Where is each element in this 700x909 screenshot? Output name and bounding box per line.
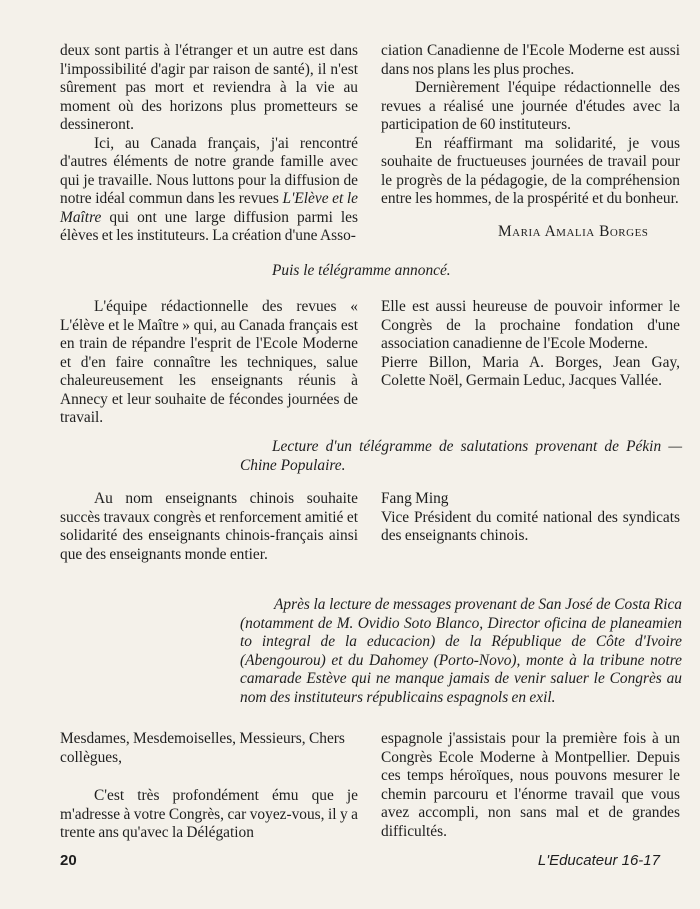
telegram2-left-column	[60, 490, 358, 564]
speech-left-column	[60, 730, 358, 843]
paragraph: espagnole j'assistais pour la première fois à un Congrès Ecole Moderne à Montpellier. Depuis ces temps héroïques, nous pouvons mesurer le chemin parcouru et l'énorme travail que vous avez accompli, non sans mal et de grandes difficultés.	[381, 730, 680, 840]
section-heading	[240, 438, 682, 475]
paragraph: C'est très profondément ému que je m'adresse à votre Congrès, car voyez-vous, il y a trente ans qu'avec la Délégation	[60, 787, 358, 841]
intro-paragraph	[240, 596, 682, 707]
telegram1-left-column	[60, 298, 358, 428]
text-run: Ici, au Canada français, j'ai rencontré d'autres éléments de notre grande famille avec qui je travaille. Nous luttons pour la diffusion de notre idéal commun dans les revues	[60, 134, 358, 207]
signatories: Pierre Billon, Maria A. Borges, Jean Gay, Colette Noël, Germain Leduc, Jacques Vallée.	[381, 353, 680, 389]
speech-right-column	[381, 730, 680, 841]
section-heading: Puis le télégramme annoncé.	[272, 262, 451, 279]
top-left-column	[60, 42, 358, 246]
paragraph: Au nom enseignants chinois souhaite succès travaux congrès et renforcement amitié et solidarité des enseignants chinois-français ainsi que des enseignants monde entier.	[60, 490, 358, 563]
paragraph	[60, 135, 358, 246]
signature: Maria Amalia Borges	[498, 223, 649, 240]
journal-title: L'Elève et le Maître	[60, 190, 358, 226]
page-number: 20	[60, 852, 77, 869]
heading-text: Lecture d'un télégramme de salutations provenant de Pékin — Chine Populaire.	[240, 438, 682, 474]
paragraph: Dernièrement l'équipe rédactionnelle des revues a réalisé une journée d'études avec la participation de 60 instituteurs.	[381, 79, 680, 133]
top-right-column	[381, 42, 680, 209]
journal-footer: L'Educateur 16-17	[537, 852, 660, 869]
paragraph: ciation Canadienne de l'Ecole Moderne est aussi dans nos plans les plus proches.	[381, 42, 680, 78]
text-run: qui ont une large diffusion parmi les élèves et les instituteurs. La création d'une Asso-	[60, 208, 358, 244]
paragraph: L'équipe rédactionnelle des revues « L'élève et le Maître » qui, au Canada français est en train de répandre l'esprit de l'Ecole Moderne et d'en faire connaître les techniques, salue chaleureusement les enseignants réunis à Annecy et leur souhaite de fécondes journées de travail.	[60, 298, 358, 426]
sender-name: Fang Ming	[381, 490, 449, 507]
salutation: Mesdames, Mesdemoiselles, Messieurs, Chers collègues,	[60, 730, 345, 766]
sender-title: Vice Président du comité national des syndicats des enseignants chinois.	[381, 508, 680, 544]
telegram1-right-column	[381, 298, 680, 391]
telegram2-right-column	[381, 490, 680, 546]
paragraph: Après la lecture de messages provenant de San José de Costa Rica (notamment de M. Ovidio Soto Blanco, Director oficina de planeamien to integral de la educacion) de la République de Côte d'Ivoire (Abengourou) et du Dahomey (Porto-Novo), monte à la tribune notre camarade Estève qui ne manque jamais de venir saluer le Congrès au nom des instituteurs républicains espagnols en exil.	[240, 596, 682, 706]
paragraph: deux sont partis à l'étranger et un autre est dans l'impossibilité d'agir par raison de santé), il n'est sûrement pas mort et reviendra à la vie au moment où des horizons plus prometteurs se dessineront.	[60, 42, 358, 133]
paragraph: En réaffirmant ma solidarité, je vous souhaite de fructueuses journées de travail pour le progrès de la pédagogie, de la compréhension entre les hommes, de la prospérité et du bonheur.	[381, 134, 680, 207]
paragraph: Elle est aussi heureuse de pouvoir informer le Congrès de la prochaine fondation d'une association canadienne de l'Ecole Moderne.	[381, 298, 680, 352]
